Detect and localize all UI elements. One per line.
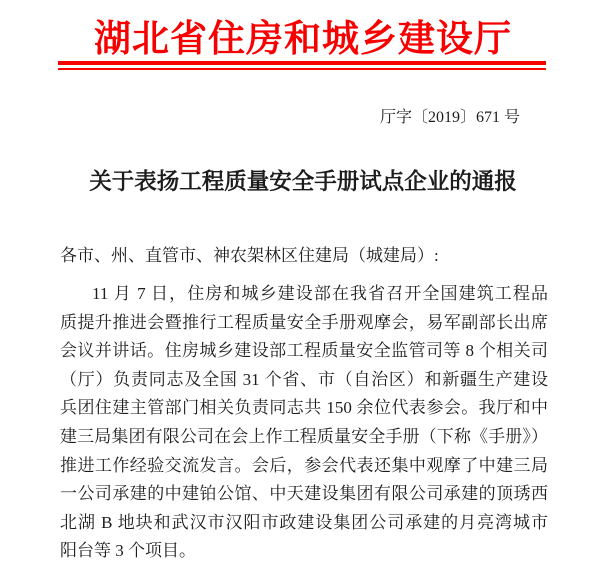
body-text-line: 一公司承建的中建铂公馆、中天建设集团有限公司承建的顶琇西 xyxy=(60,484,548,504)
body-paragraph xyxy=(60,280,548,566)
body-text-line: 北湖 B 地块和武汉市汉阳市政建设集团公司承建的月亮湾城市 xyxy=(60,512,548,532)
body-text-line: 11 月 7 日，住房和城乡建设部在我省召开全国建筑工程品 xyxy=(92,284,548,303)
body-text-line: 推进工作经验交流发言。会后，参会代表还集中观摩了中建三局 xyxy=(60,455,548,475)
body-text-line: 兵团住建主管部门相关负责同志共 150 余位代表参会。我厅和中 xyxy=(60,398,548,418)
doc-number: 厅字〔2019〕671 号 xyxy=(379,109,520,126)
body-text-line: 建三局集团有限公司在会上作工程质量安全手册（下称《手册》） xyxy=(60,426,548,446)
notice-title: 关于表扬工程质量安全手册试点企业的通报 xyxy=(89,169,517,194)
agency-name: 湖北省住房和城乡建设厅 xyxy=(94,19,512,60)
body-text-line: 会议并讲话。住房城乡建设部工程质量安全监管司等 8 个相关司 xyxy=(60,341,548,361)
body-text-line: 质提升推进会暨推行工程质量安全手册观摩会，易军副部长出席 xyxy=(60,312,548,332)
letterhead-divider xyxy=(58,61,546,70)
body-text-line: 阳台等 3 个项目。 xyxy=(60,541,196,561)
body-text-line: （厅）负责同志及全国 31 个省、市（自治区）和新疆生产建设 xyxy=(60,369,548,389)
salutation-line: 各市、州、直管市、神农架林区住建局（城建局）: xyxy=(60,246,439,265)
